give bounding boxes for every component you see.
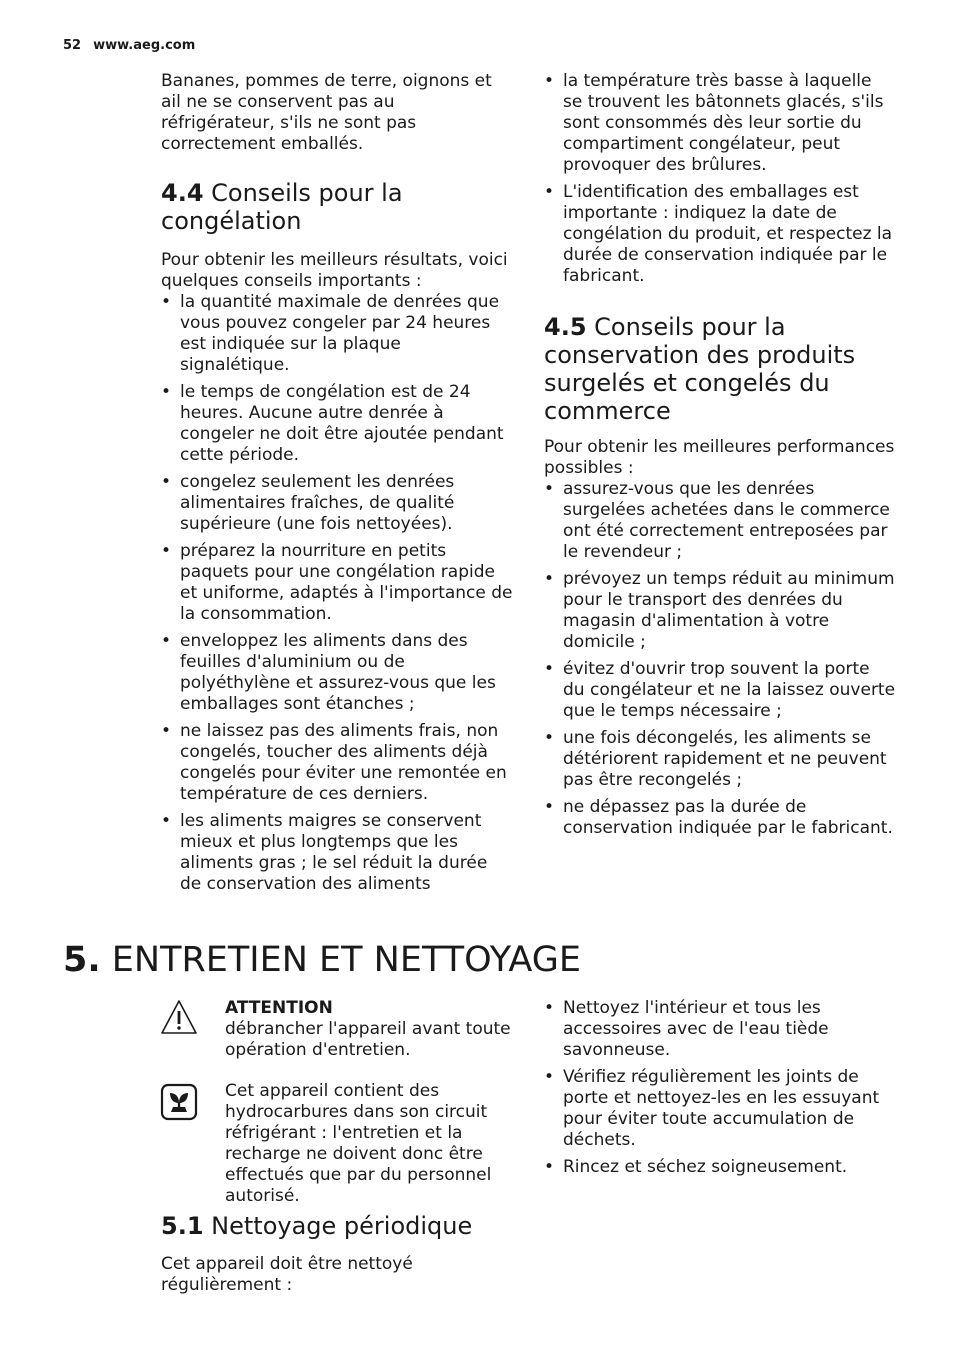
chapter-5-title-text: ENTRETIEN ET NETTOYAGE [111, 940, 581, 980]
section-4-5-title-line1: Conseils pour la [594, 313, 786, 341]
list-item: • les aliments maigres se conservent mieux et plus longtemps que les aliments gras ; le sel réduit la durée de conservation des aliments [161, 811, 513, 895]
section-5-1 [161, 1212, 521, 1296]
cleaning-steps-list [544, 998, 896, 1178]
attention-title: ATTENTION [225, 998, 333, 1018]
section-4-4-number: 4.4 [161, 179, 204, 207]
list-item: • Nettoyez l'intérieur et tous les accessoires avec de l'eau tiède savonneuse. [544, 998, 896, 1061]
list-item: • une fois décongelés, les aliments se détériorent rapidement et ne peuvent pas être recongelés ; [544, 728, 896, 791]
list-item: • la température très basse à laquelle se trouvent les bâtonnets glacés, s'ils sont consommés dès leur sortie du compartiment congélateur, peut provoquer des brûlures. [544, 71, 896, 176]
list-item: • la quantité maximale de denrées que vous pouvez congeler par 24 heures est indiquée sur la plaque signalétique. [161, 292, 513, 376]
list-item: • Vérifiez régulièrement les joints de porte et nettoyez-les en les essuyant pour éviter toute accumulation de déchets. [544, 1067, 896, 1151]
list-item: • ne laissez pas des aliments frais, non congelés, toucher des aliments déjà congelés pour éviter une remontée en température de ces derniers. [161, 721, 513, 805]
chapter-5-title [63, 938, 581, 982]
section-4-5-number: 4.5 [544, 313, 587, 341]
environment-note-icon [160, 1083, 198, 1121]
list-item: • congelez seulement les denrées alimentaires fraîches, de qualité supérieure (une fois nettoyées). [161, 472, 513, 535]
environment-text: Cet appareil contient des hydrocarbures dans son circuit réfrigérant : l'entretien et la recharge ne doivent donc être effectués que par du personnel autorisé. [225, 1081, 492, 1206]
page-header [63, 38, 195, 53]
list-item: • évitez d'ouvrir trop souvent la porte du congélateur et ne la laissez ouverte que le temps nécessaire ; [544, 659, 896, 722]
continued-list [544, 71, 896, 287]
list-item: • le temps de congélation est de 24 heures. Aucune autre denrée à congeler ne doit être ajoutée pendant cette période. [161, 382, 513, 466]
section-4-5-title-line4: commerce [544, 397, 671, 425]
section-4-5-title-line3: surgelés et congelés du [544, 369, 830, 397]
top-right-column [544, 71, 896, 845]
section-4-5-list [544, 479, 896, 839]
cleaning-steps-column [544, 998, 896, 1184]
environment-notice [225, 1081, 517, 1207]
list-item: • L'identification des emballages est importante : indiquez la date de congélation du produit, et respectez la durée de conservation indiquée par le fabricant. [544, 182, 896, 287]
section-5-1-intro: Cet appareil doit être nettoyé régulièrement : [161, 1254, 413, 1295]
section-4-5-title [544, 313, 896, 425]
section-4-4-intro: Pour obtenir les meilleurs résultats, voici quelques conseils importants : [161, 250, 508, 291]
attention-notice [225, 998, 517, 1061]
page-number: 52 [63, 38, 82, 53]
list-item: • prévoyez un temps réduit au minimum pour le transport des denrées du magasin d'alimentation à votre domicile ; [544, 569, 896, 653]
list-item: • assurez-vous que les denrées surgelées achetées dans le commerce ont été correctement entreposées par le revendeur ; [544, 479, 896, 563]
list-item: • enveloppez les aliments dans des feuilles d'aluminium ou de polyéthylène et assurez-vous que les emballages sont étanches ; [161, 631, 513, 715]
list-item: • ne dépassez pas la durée de conservation indiquée par le fabricant. [544, 797, 896, 839]
section-5-1-title [161, 1212, 521, 1240]
warning-triangle-icon [160, 998, 198, 1036]
list-item: • préparez la nourriture en petits paquets pour une congélation rapide et uniforme, adaptés à l'importance de la consommation. [161, 541, 513, 625]
section-4-4-title-line2: congélation [161, 207, 302, 235]
section-5-1-title-text: Nettoyage périodique [211, 1212, 473, 1240]
section-4-4-title-line1: Conseils pour la [211, 179, 403, 207]
section-5-1-number: 5.1 [161, 1212, 204, 1240]
site-url: www.aeg.com [93, 38, 196, 53]
section-4-4-list [161, 292, 513, 895]
top-left-column [161, 71, 513, 901]
chapter-5-number: 5. [63, 940, 101, 980]
section-4-5-title-line2: conservation des produits [544, 341, 856, 369]
section-4-5-intro: Pour obtenir les meilleures performances possibles : [544, 437, 895, 478]
list-item: • Rincez et séchez soigneusement. [544, 1157, 896, 1178]
attention-text: débrancher l'appareil avant toute opération d'entretien. [225, 1019, 511, 1060]
storage-intro: Bananes, pommes de terre, oignons et ail ne se conservent pas au réfrigérateur, s'ils ne sont pas correctement emballés. [161, 71, 492, 154]
section-4-4-title [161, 179, 513, 235]
